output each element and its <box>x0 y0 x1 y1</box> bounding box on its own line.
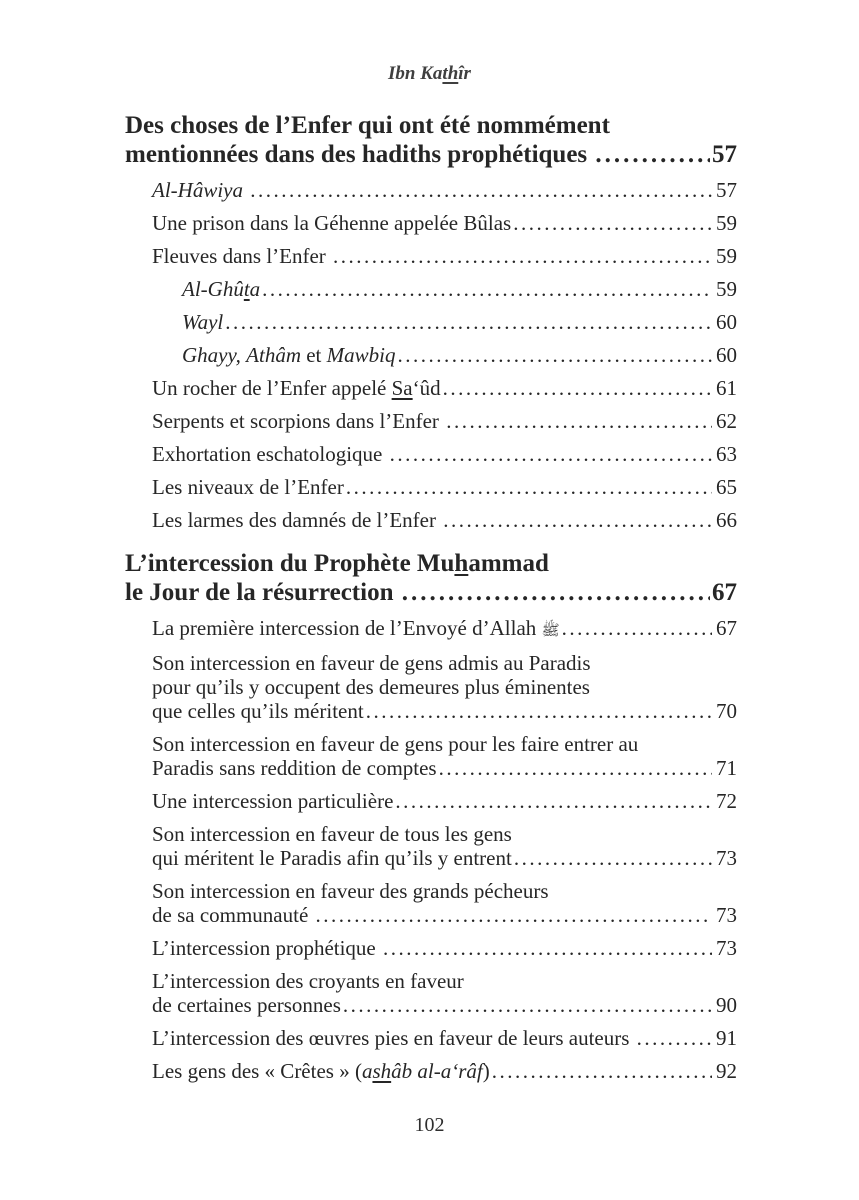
toc-page-number: 59 <box>716 211 737 235</box>
dot-leader <box>346 475 712 499</box>
toc-entry-title <box>152 616 560 642</box>
toc-entry <box>125 376 737 400</box>
text-segment: Fleuves dans l’Enfer <box>152 244 332 268</box>
toc-line <box>152 993 737 1017</box>
dot-leader <box>402 578 710 607</box>
text-segment: L’intercession prophétique <box>152 936 382 960</box>
toc-line <box>152 846 737 870</box>
dot-leader <box>595 140 710 169</box>
text-segment: Ghayy, <box>182 343 241 367</box>
toc-entry-title <box>125 550 549 577</box>
text-segment: qui méritent le Paradis afin qu’ils y entrent <box>152 846 512 870</box>
toc-line <box>152 903 737 927</box>
toc-line <box>182 310 737 334</box>
toc-page-number: 73 <box>716 936 737 960</box>
toc-page-number: 57 <box>712 141 737 168</box>
toc-entry <box>125 508 737 532</box>
toc-entry <box>125 822 737 870</box>
toc-entry-title <box>152 879 549 903</box>
toc-entry <box>125 616 737 642</box>
toc-entry-title <box>152 1059 490 1083</box>
toc-line <box>152 969 737 993</box>
text-segment: Les niveaux de l’Enfer <box>152 475 344 499</box>
toc-line <box>152 732 737 756</box>
toc-entry <box>125 879 737 927</box>
text-segment: Les larmes des damnés de l’Enfer <box>152 508 442 532</box>
text-segment: âb al-a‘râf <box>391 1059 483 1083</box>
toc-entry <box>125 343 737 367</box>
text-segment: le Jour de la résurrection <box>125 579 400 606</box>
toc-line <box>152 822 737 846</box>
toc-entry <box>125 277 737 301</box>
toc-line <box>152 789 737 813</box>
toc-page-number: 90 <box>716 993 737 1017</box>
toc-line <box>182 343 737 367</box>
dot-leader <box>343 993 712 1017</box>
toc-line <box>152 651 737 675</box>
text-segment: a <box>249 277 261 301</box>
toc-line <box>152 508 737 532</box>
text-segment: et <box>300 343 327 367</box>
text-segment: h <box>454 550 469 577</box>
toc-entry-title <box>152 756 437 780</box>
text-segment: îr <box>458 63 471 84</box>
text-segment: Al-Hâwiya <box>152 178 249 202</box>
toc-page-number: 60 <box>716 343 737 367</box>
text-segment: mentionnées dans des hadiths prophétiques <box>125 141 594 168</box>
pbuh-calligraphy-symbol: ﷺ <box>541 621 560 639</box>
toc-entry <box>125 969 737 1017</box>
toc-line <box>125 549 737 578</box>
toc-entry-title <box>152 993 341 1017</box>
dot-leader <box>513 211 712 235</box>
dot-leader <box>316 903 712 927</box>
dot-leader <box>366 699 712 723</box>
text-segment: Une prison dans la Géhenne appelée Bûlas <box>152 211 512 235</box>
toc-entry-title <box>152 475 344 499</box>
text-segment: Paradis sans reddition de comptes <box>152 756 437 780</box>
toc-entry <box>125 732 737 780</box>
dot-leader <box>446 409 712 433</box>
toc-entry-title <box>152 903 314 927</box>
toc-page-number: 70 <box>716 699 737 723</box>
dot-leader <box>395 789 712 813</box>
toc-page-number: 71 <box>716 756 737 780</box>
toc-entry <box>125 409 737 433</box>
text-segment: Wayl <box>182 310 224 334</box>
toc-line <box>125 111 737 140</box>
toc-entry-title <box>125 140 593 169</box>
toc-line <box>152 675 737 699</box>
text-segment: Son intercession en faveur des grands pécheurs <box>152 879 549 903</box>
text-segment: Les gens des « Crêtes » ( <box>152 1059 362 1083</box>
toc-entry <box>125 789 737 813</box>
toc-page-number: 57 <box>716 178 737 202</box>
toc-entry <box>125 1059 737 1083</box>
dot-leader <box>443 376 712 400</box>
text-segment: a <box>361 1059 373 1083</box>
dot-leader <box>397 343 712 367</box>
dot-leader <box>514 846 712 870</box>
toc-page-number: 59 <box>716 277 737 301</box>
toc-line <box>152 1026 737 1050</box>
toc-entry <box>125 936 737 960</box>
toc-line <box>152 409 737 433</box>
toc-entry <box>125 211 737 235</box>
text-segment: Une intercession particulière <box>152 789 394 813</box>
text-segment: ‘ûd <box>412 376 441 400</box>
toc-entry-title <box>152 376 441 400</box>
toc-line <box>125 578 737 607</box>
toc-page-number: 92 <box>716 1059 737 1083</box>
toc-line <box>152 178 737 202</box>
toc-entry-title <box>152 211 511 235</box>
text-segment: La première intercession de l’Envoyé d’Allah <box>152 616 542 640</box>
toc-entry-title <box>152 789 393 813</box>
toc-line <box>152 442 737 466</box>
toc-page-number: 62 <box>716 409 737 433</box>
text-segment: L’intercession des œuvres pies en faveur de leurs auteurs <box>152 1026 635 1050</box>
toc-entry-title <box>152 651 591 675</box>
toc-line <box>182 277 737 301</box>
toc-page-number: 66 <box>716 508 737 532</box>
text-segment: L’intercession des croyants en faveur <box>152 969 464 993</box>
toc-entry-title <box>152 675 590 699</box>
toc-entry-title <box>125 112 610 139</box>
toc-page-number: 67 <box>716 616 737 640</box>
text-segment: Ibn Ka <box>388 63 443 84</box>
toc-entry-title <box>152 409 444 433</box>
toc-page-number: 61 <box>716 376 737 400</box>
toc-entry-title <box>182 343 395 367</box>
text-segment: ammad <box>468 550 549 577</box>
toc-line <box>152 879 737 903</box>
text-segment: L’intercession du Prophète Mu <box>125 550 455 577</box>
toc-line <box>152 936 737 960</box>
toc-line <box>152 244 737 268</box>
toc-entry <box>125 1026 737 1050</box>
toc-page-number: 65 <box>716 475 737 499</box>
text-segment: Exhortation eschatologique <box>152 442 388 466</box>
toc-page-number: 73 <box>716 903 737 927</box>
dot-leader <box>390 442 712 466</box>
folio-page-number: 102 <box>414 1114 445 1136</box>
text-segment: th <box>442 63 459 84</box>
toc-entry-title <box>152 244 331 268</box>
dot-leader <box>492 1059 712 1083</box>
text-segment: pour qu’ils y occupent des demeures plus éminentes <box>152 675 590 699</box>
toc-entry-title <box>152 442 388 466</box>
toc-entry-title <box>152 732 638 756</box>
dot-leader <box>333 244 712 268</box>
toc-entry-title <box>182 310 223 334</box>
toc-entry-title <box>152 1026 635 1050</box>
toc-page-number: 63 <box>716 442 737 466</box>
text-segment: Des choses de l’Enfer qui ont été nommément <box>125 112 610 139</box>
toc-page-number: 59 <box>716 244 737 268</box>
toc-entry-title <box>152 936 381 960</box>
toc-entry <box>125 442 737 466</box>
toc-line <box>152 616 737 642</box>
toc-entry <box>125 244 737 268</box>
toc-entry <box>125 310 737 334</box>
toc-entry-title <box>152 969 464 993</box>
toc-entry <box>125 178 737 202</box>
toc-entry <box>125 475 737 499</box>
dot-leader <box>225 310 712 334</box>
toc-section-heading <box>125 111 737 169</box>
text-segment: Serpents et scorpions dans l’Enfer <box>152 409 445 433</box>
toc-line <box>152 1059 737 1083</box>
toc-page-number: 67 <box>712 579 737 606</box>
text-segment: Sa <box>391 376 413 400</box>
dot-leader <box>262 277 712 301</box>
toc-page-number: 91 <box>716 1026 737 1050</box>
text-segment: sh <box>372 1059 392 1083</box>
toc-line <box>152 699 737 723</box>
text-segment: de sa communauté <box>152 903 314 927</box>
toc-entry-title <box>152 822 512 846</box>
text-segment: Mawbiq <box>326 343 396 367</box>
dot-leader <box>637 1026 712 1050</box>
toc-entry-title <box>152 508 441 532</box>
toc-entry-title <box>152 178 248 202</box>
dot-leader <box>443 508 712 532</box>
toc-entry-title <box>152 846 512 870</box>
toc-line <box>152 475 737 499</box>
text-segment: de certaines personnes <box>152 993 341 1017</box>
text-segment: Son intercession en faveur de gens admis au Paradis <box>152 651 591 675</box>
text-segment: que celles qu’ils méritent <box>152 699 364 723</box>
text-segment: Son intercession en faveur de gens pour les faire entrer au <box>152 732 639 756</box>
toc-line <box>125 140 737 169</box>
toc-page-number: 60 <box>716 310 737 334</box>
running-header-author <box>0 62 859 86</box>
toc-entry-title <box>152 699 364 723</box>
text-segment: t <box>243 277 250 301</box>
dot-leader <box>562 616 712 640</box>
toc <box>125 111 737 1083</box>
text-segment: Son intercession en faveur de tous les gens <box>152 822 512 846</box>
dot-leader <box>439 756 712 780</box>
dot-leader <box>383 936 712 960</box>
toc-entry-title <box>182 277 260 301</box>
text-segment: Un rocher de l’Enfer appelé <box>152 376 392 400</box>
toc-entry <box>125 651 737 723</box>
text-segment: Athâm <box>246 343 301 367</box>
text-segment: ) <box>482 1059 490 1083</box>
toc-line <box>152 376 737 400</box>
dot-leader <box>250 178 712 202</box>
toc-page-number: 72 <box>716 789 737 813</box>
text-segment: Al-Ghû <box>182 277 244 301</box>
toc-line <box>152 211 737 235</box>
toc-line <box>152 756 737 780</box>
toc-section-heading <box>125 549 737 607</box>
toc-entry-title <box>125 578 400 607</box>
toc-page-number: 73 <box>716 846 737 870</box>
